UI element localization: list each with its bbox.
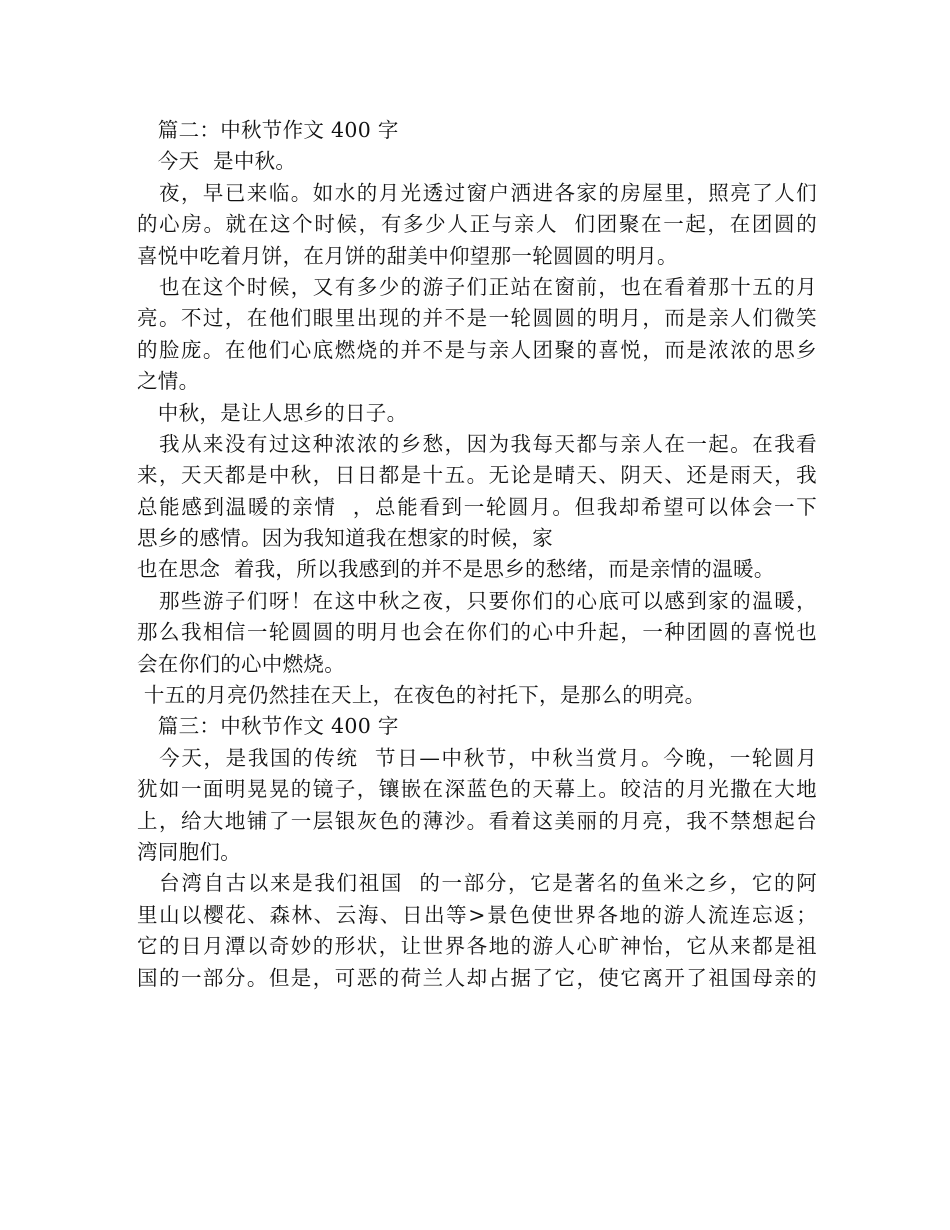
text-line: 也在这个时候，又有多少的游子们正站在窗前，也在看着那十五的月 — [137, 274, 817, 299]
text-line: 我从来没有过这种浓浓的乡愁，因为我每天都与亲人在一起。在我看 — [137, 431, 817, 456]
text-line: 思乡的感情。因为我知道我在想家的时候，家 — [137, 526, 553, 551]
text-line: 的脸庞。在他们心底燃烧的并不是与亲人团聚的喜悦，而是浓浓的思乡 — [137, 337, 817, 362]
text-line: 湾同胞们。 — [137, 839, 241, 864]
essay-text — [137, 115, 817, 994]
section-heading-2: 篇二：中秋节作文 400 字 — [137, 118, 399, 142]
text-line: 之情。 — [137, 369, 200, 394]
text-line: 来，天天都是中秋，日日都是十五。无论是晴天、阴天、还是雨天，我 — [137, 463, 817, 488]
text-line: 那么我相信一轮圆圆的明月也会在你们的心中升起，一种团圆的喜悦也 — [137, 620, 817, 645]
text-line: 国的一部分。但是，可恶的荷兰人却占据了它，使它离开了祖国母亲的 — [137, 965, 817, 990]
text-line: 今天 是中秋。 — [137, 149, 297, 174]
text-line: 也在思念 着我，所以我感到的并不是思乡的愁绪，而是亲情的温暖。 — [137, 557, 775, 582]
section-heading-3: 篇三：中秋节作文 400 字 — [137, 714, 399, 739]
text-line: 中秋，是让人思乡的日子。 — [137, 400, 408, 425]
text-line: 它的日月潭以奇妙的形状，让世界各地的游人心旷神怡，它从来都是祖 — [137, 934, 817, 959]
text-line: 那些游子们呀！在这中秋之夜，只要你们的心底可以感到家的温暖， — [137, 588, 817, 613]
text-line: 总能感到温暖的亲情 ，总能看到一轮圆月。但我却希望可以体会一下 — [137, 494, 817, 519]
text-line: 台湾自古以来是我们祖国 的一部分，它是著名的鱼米之乡，它的阿 — [137, 871, 817, 896]
text-line: 夜，早已来临。如水的月光透过窗户洒进各家的房屋里，照亮了人们 — [137, 180, 817, 205]
text-line: 犹如一面明晃晃的镜子，镶嵌在深蓝色的天幕上。皎洁的月光撒在大地 — [137, 777, 817, 802]
text-line: 十五的月亮仍然挂在天上，在夜色的衬托下，是那么的明亮。 — [137, 683, 706, 708]
text-line: 会在你们的心中燃烧。 — [137, 651, 345, 676]
text-line: 今天，是我国的传统 节日—中秋节，中秋当赏月。今晚，一轮圆月 — [137, 745, 817, 770]
text-line: 亮。不过，在他们眼里出现的并不是一轮圆圆的明月，而是亲人们微笑 — [137, 306, 817, 331]
text-line: 喜悦中吃着月饼，在月饼的甜美中仰望那一轮圆圆的明月。 — [137, 243, 678, 268]
text-line: 里山以樱花、森林、云海、日出等>景色使世界各地的游人流连忘返； — [137, 902, 817, 927]
text-line: 上，给大地铺了一层银灰色的薄沙。看着这美丽的月亮，我不禁想起台 — [137, 808, 817, 833]
text-line: 的心房。就在这个时候，有多少人正与亲人 们团聚在一起，在团圆的 — [137, 212, 817, 237]
